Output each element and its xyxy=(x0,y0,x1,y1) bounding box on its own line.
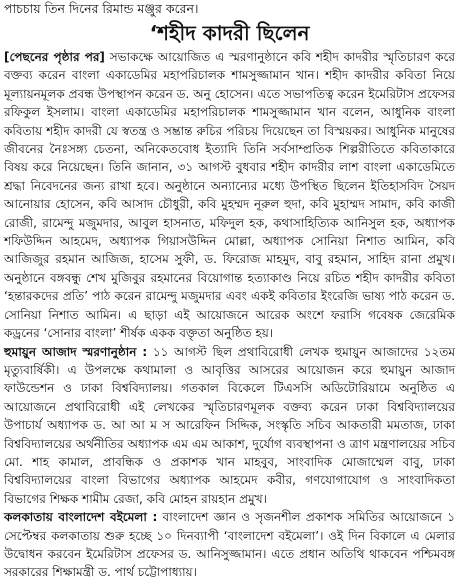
previous-article-tail: পাচচায় তিন দিনের রিমান্ড মঞ্জুর করেন। xyxy=(4,1,199,16)
continued-from-label: [পেছনের পৃষ্ঠার পর] xyxy=(4,50,105,64)
paragraph-humayun-azad xyxy=(4,343,455,509)
paragraph-text: ১১ আগস্ট ছিল প্রথাবিরোধী লেখক হুমায়ুন আজাদের ১২তম মৃত্যুবার্ষিকী। এ উপলক্ষে কথামালা ও আবৃত্তির আসরের আয়োজন করে হুমায়ুন আজাদ ফাউন্ডেশন ও ঢাকা বিশ্ববিদ্যালয়। গতকাল বিকেলে টিএসসি অডিটোরিয়ামে অনুষ্ঠিত এ আয়োজনে প্রথাবিরোধী এই লেখকের স্মৃতিচারণমূলক বক্তব্য করেন ঢাকা বিশ্ববিদ্যালয়ের উপাচার্য অধ্যাপক ড. আ আ ম স আরেফিন সিদ্দিক, সংস্কৃতি সচিব আকতারী মমতাজ, ঢাকা বিশ্ববিদ্যালয়ের অর্থনীতির অধ্যাপক এম এম আকাশ, দুর্যোগ ব্যবস্থাপনা ও ত্রাণ মন্ত্রণালয়ের সচিব মো. শাহ কামাল, প্রাবন্ধিক ও প্রকাশক খান মাহবুব, সাংবাদিক মোজাম্মেল বাবু, ঢাকা বিশ্ববিদ্যালয়ের বাংলা বিভাগের অধ্যাপক আহমেদ কবীর, গণযোগাযোগ ও সাংবাদিকতা বিভাগের শিক্ষক শামীম রেজা, কবি মোহন রায়হান প্রমুখ। xyxy=(4,344,455,506)
article-headline: ‘শহীদ কাদরী ছিলেন xyxy=(149,21,310,45)
paragraph-kolkata-bookfair xyxy=(4,508,455,582)
paragraph-shahid-kadri xyxy=(4,48,455,343)
section-lead-kolkata-bookfair: কলকাতায় বাংলাদেশ বইমেলা : xyxy=(4,510,158,525)
paragraph-text: সভাকক্ষে আয়োজিত এ স্মরণানুষ্ঠানে কবি শহীদ কাদরীর স্মৃতিচারণ করে বক্তব্য করেন বাংলা একাডেমির মহাপরিচালক শামসুজ্জামান খান। শহীদ কাদরীর কবিতা নিয়ে মূল্যায়নমূলক প্রবন্ধ উপস্থাপন করেন ড. অনু হোসেন। এতে সভাপতিত্ব করেন ইমেরিটাস প্রফেসর রফিকুল ইসলাম। বাংলা একাডেমির মহাপরিচালক শামসুজ্জামান খান বলেন, আধুনিক বাংলা কবিতায় শহীদ কাদরী যে স্বতন্ত্র ও সম্ভ্রান্ত রুচির পরিচয় দিয়েছেন তা বিস্ময়কর। আধুনিক মানুষের জীবনের নৈঃসঙ্গ্য চেতনা, অনিকেতবোধ ইত্যাদি তিনি সর্বসাম্প্রতিক শিল্পরীতিতে কবিতাকারে বিষয় করে নিয়েছেন। তিনি জানান, ৩১ আগস্ট বুধবার শহীদ কাদরীর লাশ বাংলা একাডেমিতে শ্রদ্ধা নিবেদনের জন্য রাখা হবে। অনুষ্ঠানে অন্যান্যের মধ্যে উপস্থিত ছিলেন ইতিহাসবিদ সৈয়দ আনোয়ার হোসেন, কবি আসাদ চৌধুরী, কবি মুহম্মদ নূরুল হুদা, কবি মুহাম্মদ সামাদ, কবি কাজী রোজী, রামেন্দু মজুমদার, আবুল হাসনাত, মফিদুল হক, কথাসাহিত্যিক আনিসুল হক, অধ্যাপক শফিউদ্দিন আহমেদ, অধ্যাপক গিয়াসউদ্দিন মোল্লা, অধ্যাপক সোনিয়া নিশাত আমিন, কবি আজিজুর রহমান আজিজ, হাসেম সুফী, ড. ফিরোজ মাহমুদ, বাবু রহমান, সাহিদ রানা প্রমুখ। অনুষ্ঠানে বঙ্গবন্ধু শেখ মুজিবুর রহমানের বিয়োগান্ত হত্যাকাণ্ড নিয়ে রচিত শহীদ কাদরীর কবিতা ‘হন্তারকদের প্রতি’ পাঠ করেন রামেন্দু মজুমদার এবং একই কবিতার ইংরেজি ভাষ্য পাঠ করেন ড. সোনিয়া নিশাত আমিন। এ ছাড়া এই আয়োজনে আরেক অংশে ফরাসি গবেষক জেরেমিক কড্রনের ‘সোনার বাংলা’ শীর্ষক একক বক্তৃতা অনুষ্ঠিত হয়। xyxy=(4,50,455,341)
article-body xyxy=(4,48,455,582)
paragraph-text: বাংলাদেশ জ্ঞান ও সৃজনশীল প্রকাশক সমিতির আয়োজনে ১ সেপ্টেম্বর কলকাতায় শুরু হচ্ছে ১০ দিনব্যাপী ‘বাংলাদেশ বইমেলা’। ওই দিন বিকালে এ মেলার উদ্বোধন করবেন ইমেরিটাস প্রফেসর ড. আনিসুজ্জামান। এতে প্রধান অতিথি থাকবেন পশ্চিমবঙ্গ সরকারের শিক্ষামন্ত্রী ড. পার্থ চট্টোপাধ্যায়। xyxy=(4,510,455,580)
section-lead-humayun-azad: হুমায়ুন আজাদ স্মরণানুষ্ঠান : xyxy=(4,344,148,359)
